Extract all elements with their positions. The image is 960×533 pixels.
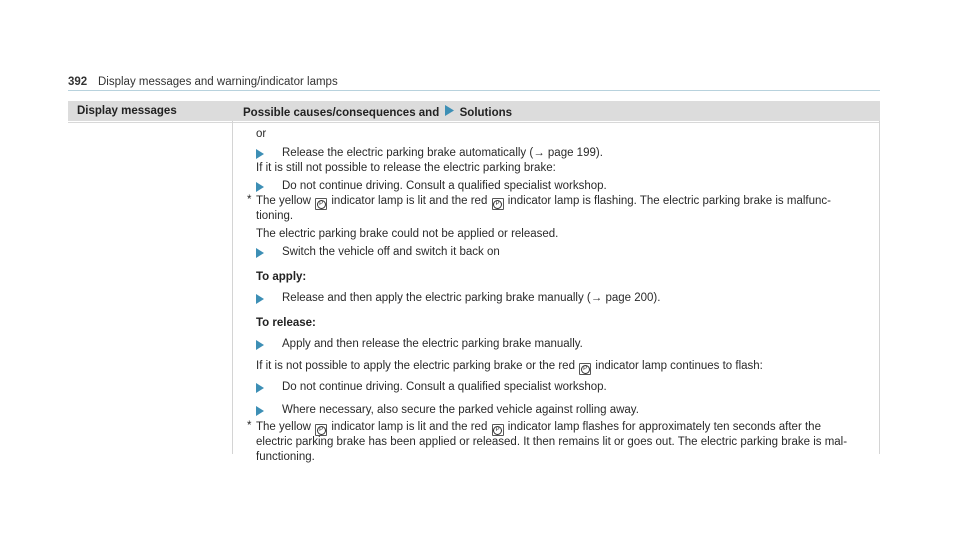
step-do-not-continue-2: Do not continue driving. Consult a qualified specialist workshop. xyxy=(282,381,607,393)
step-arrow-icon xyxy=(256,149,264,159)
table-right-border xyxy=(879,121,880,454)
text-if-not-possible-pre: If it is not possible to apply the electric parking brake or the red xyxy=(256,360,575,372)
step-arrow-icon xyxy=(256,294,264,304)
text-could-not-be-applied: The electric parking brake could not be applied or released. xyxy=(256,228,559,240)
text-yellow-lamp-lit-mid: indicator lamp is lit and the red xyxy=(331,421,488,433)
row-divider xyxy=(68,122,880,123)
step-arrow-icon xyxy=(256,248,264,258)
footnote-star: * xyxy=(247,194,252,206)
parking-brake-lamp-icon: P xyxy=(315,424,327,436)
text-if-still-not-possible: If it is still not possible to release the electric parking brake: xyxy=(256,162,556,174)
header-rule xyxy=(68,90,880,91)
text-yellow-lamp-mid: indicator lamp is lit and the red xyxy=(331,195,488,207)
heading-to-apply: To apply: xyxy=(256,271,307,283)
step-apply-and-release: Apply and then release the electric parking brake manually. xyxy=(282,338,583,350)
text-functioning: functioning. xyxy=(256,451,315,463)
step-do-not-continue-1: Do not continue driving. Consult a qualified specialist workshop. xyxy=(282,180,607,192)
column-header-causes-solutions xyxy=(243,105,512,119)
step-arrow-icon xyxy=(256,383,264,393)
column-header-display-messages: Display messages xyxy=(77,105,177,117)
step-arrow-icon xyxy=(256,340,264,350)
step-release-automatically: Release the electric parking brake automatically (→ page 199). xyxy=(282,147,603,159)
table-header xyxy=(68,101,880,121)
footnote-star: * xyxy=(247,420,252,432)
parking-brake-lamp-icon: P xyxy=(579,363,591,375)
text-if-not-possible-to-apply xyxy=(256,359,763,375)
page-number: 392 xyxy=(68,76,88,88)
heading-to-release: To release: xyxy=(256,317,316,329)
page-title: Display messages and warning/indicator lamps xyxy=(98,76,338,88)
parking-brake-lamp-icon: P xyxy=(492,424,504,436)
column-header-solutions-label: Solutions xyxy=(459,107,513,119)
text-yellow-lamp-lit-pre: The yellow xyxy=(256,421,311,433)
messages-table xyxy=(68,101,880,463)
text-brake-applied-or-released: electric parking brake has been applied or released. It then remains lit or goes out. The electric parking brake is mal- xyxy=(256,436,848,448)
text-yellow-lamp-flashing xyxy=(256,194,831,210)
step-arrow-icon xyxy=(256,182,264,192)
text-yellow-lamp-post: indicator lamp is flashing. The electric parking brake is malfunc- xyxy=(507,195,831,207)
step-secure-parked-vehicle: Where necessary, also secure the parked vehicle against rolling away. xyxy=(282,404,639,416)
parking-brake-lamp-icon: P xyxy=(492,198,504,210)
column-header-causes-label: Possible causes/consequences and xyxy=(243,107,440,119)
text-yellow-lamp-lit xyxy=(256,420,821,436)
page-header xyxy=(68,76,880,98)
text-malfunctioning: tioning. xyxy=(256,210,294,222)
solution-arrow-icon xyxy=(444,105,454,116)
step-switch-vehicle-off: Switch the vehicle off and switch it back on xyxy=(282,246,500,258)
text-or: or xyxy=(256,128,267,140)
column-divider xyxy=(232,121,233,454)
step-arrow-icon xyxy=(256,406,264,416)
parking-brake-lamp-icon: P xyxy=(315,198,327,210)
text-yellow-lamp-pre: The yellow xyxy=(256,195,311,207)
text-yellow-lamp-lit-post: indicator lamp flashes for approximately ten seconds after the xyxy=(507,421,821,433)
text-if-not-possible-post: indicator lamp continues to flash: xyxy=(595,360,763,372)
step-release-and-apply: Release and then apply the electric parking brake manually (→ page 200). xyxy=(282,292,661,304)
